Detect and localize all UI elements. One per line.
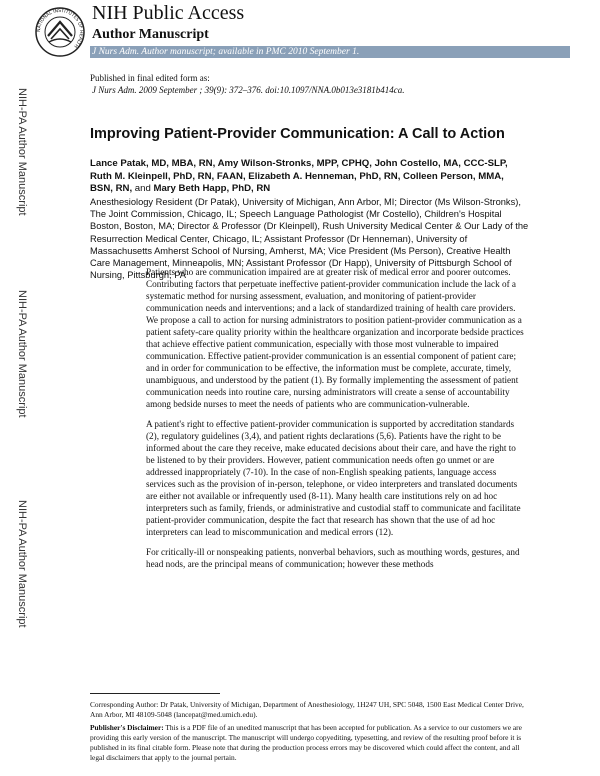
- footnote-divider: [90, 693, 220, 694]
- sidebar-label-3: NIH-PA Author Manuscript: [16, 500, 28, 628]
- sidebar-label-2: NIH-PA Author Manuscript: [16, 290, 28, 418]
- disclaimer-text: This is a PDF file of an unedited manuscript that has been accepted for publication. As a service to our customers we are providing this early version of the manuscript. The manuscript will undergo copyediting, typesetting, and review of the resulting proof before it is published in its final citable form. Please note that during the production process errors may be discovered which could affect the content, and all legal disclaimers that apply to the journal pertain.: [90, 723, 522, 762]
- author-manuscript-label: Author Manuscript: [92, 27, 209, 42]
- nih-seal-text: NATIONAL INSTITUTES OF HEALTH: [36, 8, 84, 49]
- availability-text: J Nurs Adm. Author manuscript; available in PMC 2010 September 1.: [92, 47, 360, 57]
- article-body: [146, 266, 526, 578]
- body-paragraph-1: Patients who are communication impaired are at greater risk of medical error and poorer outcomes. Contributing factors that perpetuate ineffective patient-provider communication include the lack of a systematic method for nursing assessment, evaluation, and monitoring of patient-provider communication needs and interventions; and a lack of standardized training of health care providers. We propose a call to action for nursing administrators to position patient-provider communication as a patient safety-care quality priority within the healthcare organization and incorporate bedside practices that achieve effective patient communication, especially with those most vulnerable to impaired communication. Effective patient-provider communication is an essential component of patient care; and in order for communication to be effective, the information must be complete, accurate, timely, unambiguous, and understood by the patient (1). By formally implementing the assessment of patient communication needs into routine care, nursing administrators will create a sense of accountability among bedside nurses to meet the needs of patients who are communication-vulnerable.: [146, 267, 524, 409]
- corresponding-author: Corresponding Author: Dr Patak, University of Michigan, Department of Anesthesiology, 1H247 UH, SPC 5048, 1500 East Medical Center Drive, Ann Arbor, MI 48109-5048 (lancepat@med.umich.edu).: [90, 700, 524, 719]
- authors-main: Lance Patak, MD, MBA, RN, Amy Wilson-Stronks, MPP, CPHQ, John Costello, MA, CCC-SLP, Ruth M. Kleinpell, PhD, RN, FAAN, Elizabeth A. Henneman, PhD, RN, Colleen Person, MMA, BSN, RN,: [90, 158, 508, 194]
- sidebar-label-1: NIH-PA Author Manuscript: [16, 88, 28, 216]
- author-affiliations: Anesthesiology Resident (Dr Patak), University of Michigan, Ann Arbor, MI; Director (Ms Wilson-Stronks), The Joint Commission, Chicago, IL; Speech Language Pathologist (Mr Costello), Children's Hospital Boston, Boston, MA; Director & Professor (Dr Kleinpell), Rush University Medical Center & Our Lady of the Resurrection Medical Center, Chicago, IL; Assistant Professor (Dr Henneman), University of Massachusetts Amherst School of Nursing, Amherst, MA; Vice President (Ms Person), Creative Health Care Management, Minneapolis, MN; Assistant Professor (Dr Happ), University of Pittsburgh School of Nursing, Pittsburgh, PA: [90, 197, 529, 281]
- publication-info: [90, 72, 405, 96]
- availability-banner: [90, 46, 570, 58]
- authors-and: and: [132, 183, 154, 194]
- published-in-label: Published in final edited form as:: [90, 73, 210, 83]
- nih-seal-logo: [34, 6, 86, 58]
- nih-public-access-title: NIH Public Access: [92, 2, 245, 24]
- body-paragraph-3: For critically-ill or nonspeaking patients, nonverbal behaviors, such as mouthing words, gestures, and head nods, are the principal means of communication; however these methods: [146, 547, 520, 569]
- article-title: Improving Patient-Provider Communication: A Call to Action: [90, 126, 505, 142]
- body-paragraph-2: A patient's right to effective patient-provider communication is supported by accreditation standards (2), regulatory guidelines (3,4), and patient rights declarations (5,6). Patients have the right to be informed about the care they receive, make educated decisions about their care, and have the right to be listened to by their providers. However, patient communication needs often go unmet or are addressed inappropriately (7-10). In the case of non-English speaking patients, language access services such as the provision of in-person, telephone, or video interpreters and translated documents are either not available or infrequently used (8-11). Many health care institutions rely on ad hoc interpreters such as family, friends, or administrative and custodial staff to communicate and facilitate patient-provider communication, despite the fact that research has shown that the use of ad hoc interpreters can lead to miscommunication and medical errors (12).: [146, 419, 521, 537]
- footnotes: [90, 700, 530, 766]
- authors-last: Mary Beth Happ, PhD, RN: [153, 183, 271, 194]
- publisher-disclaimer: [90, 723, 530, 763]
- disclaimer-label: Publisher's Disclaimer:: [90, 723, 164, 732]
- citation[interactable]: J Nurs Adm. 2009 September ; 39(9): 372–376. doi:10.1097/NNA.0b013e3181b414ca.: [92, 85, 405, 95]
- author-list: [90, 158, 520, 196]
